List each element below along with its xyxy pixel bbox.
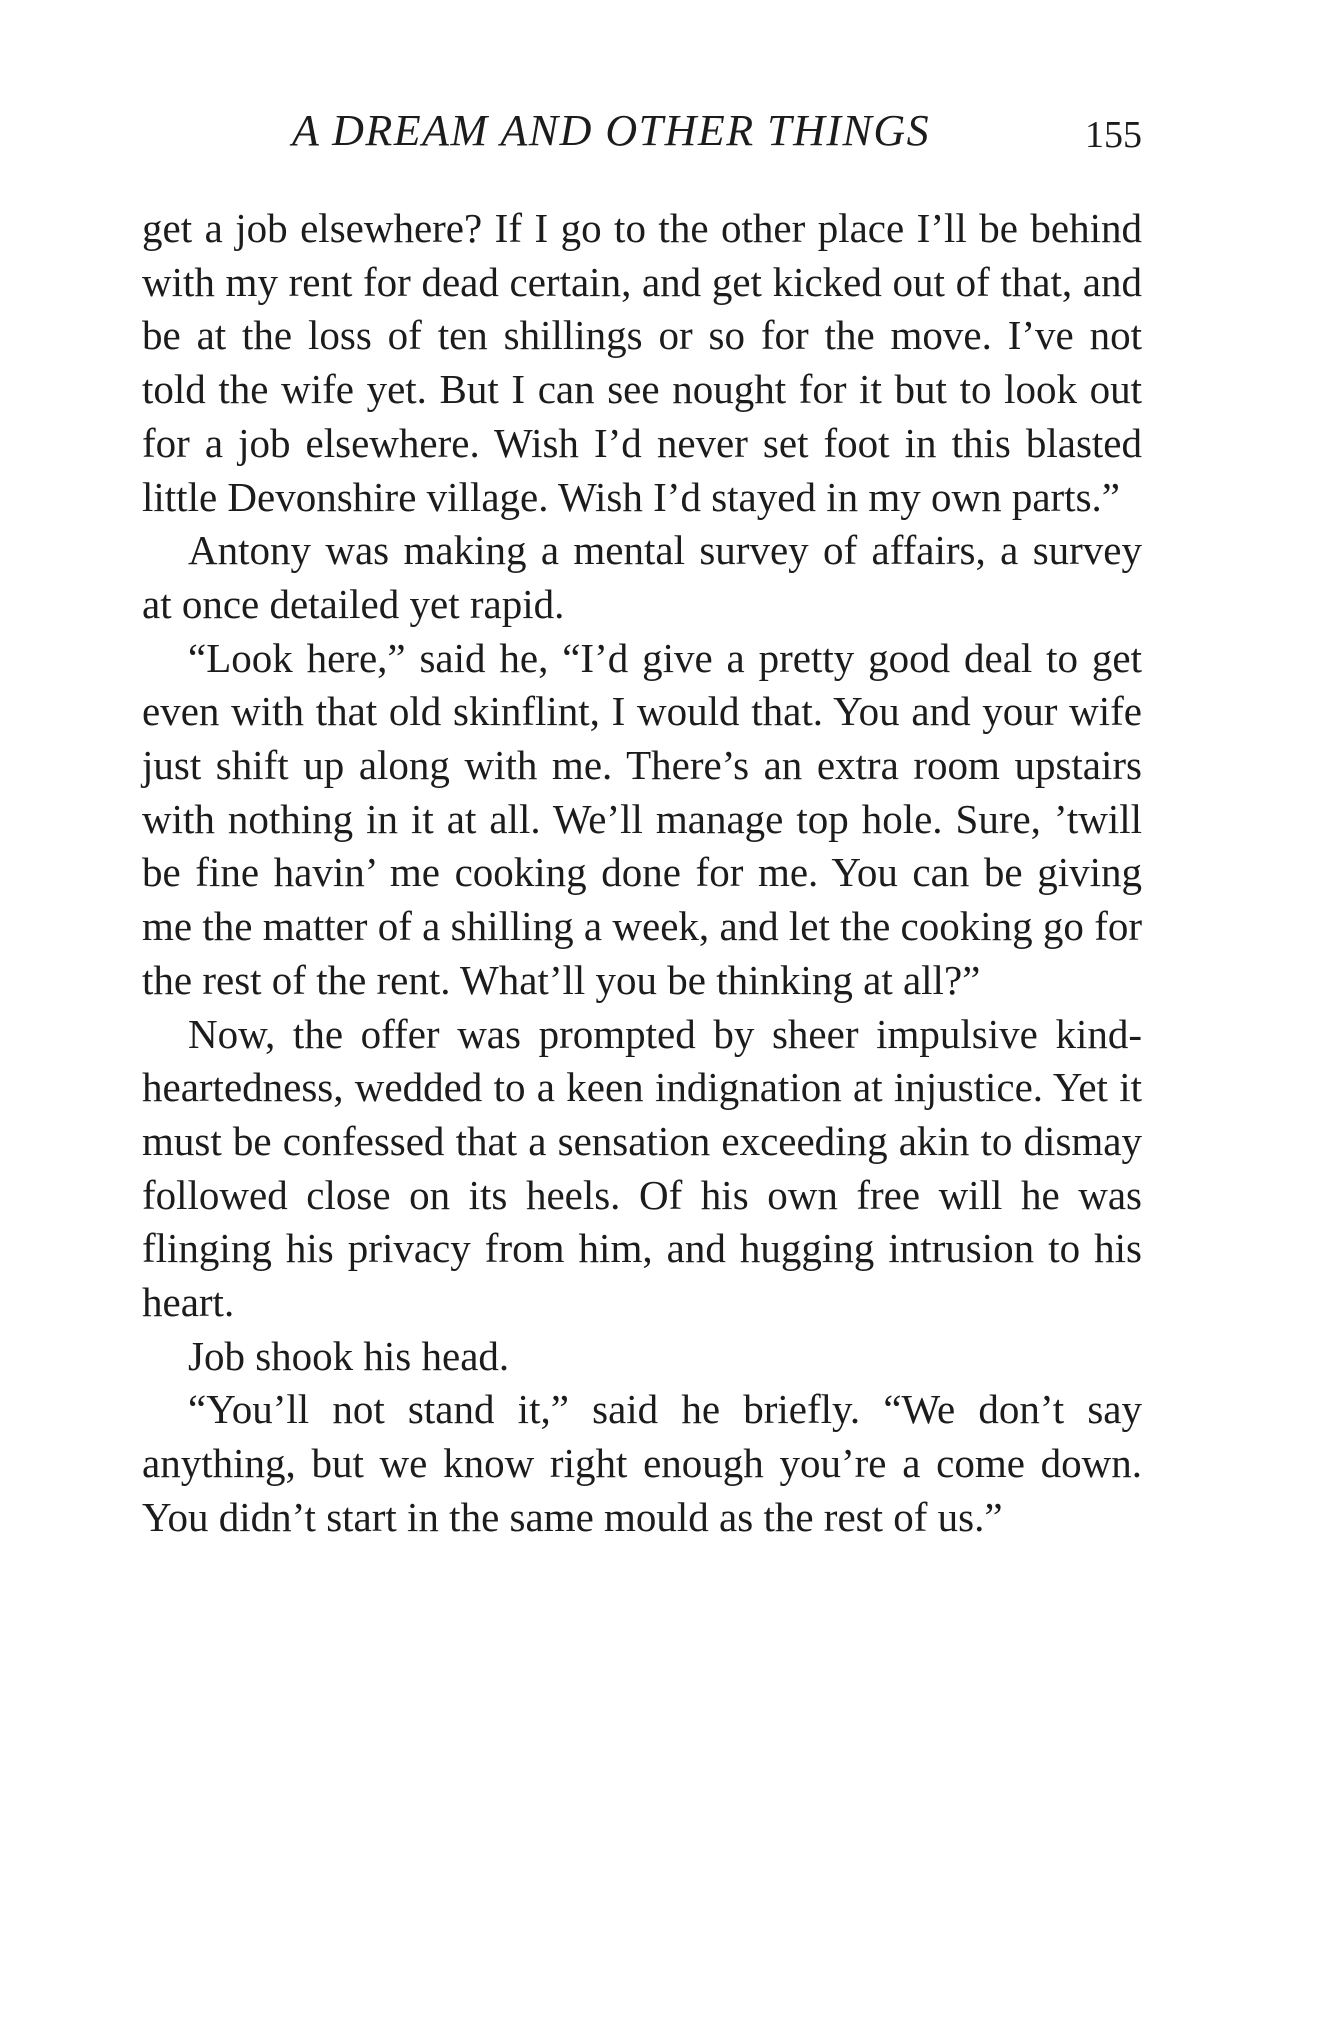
paragraph: Now, the offer was prompted by sheer impulsive kind-heartedness, wedded to a keen indignation at injustice. Yet it must be confessed that a sensation exceeding akin to dismay followed close on its heels. Of his own free will he was flinging his privacy from him, and hugging intrusion to his heart. [142,1010,1142,1326]
paragraph: Job shook his head. [188,1332,510,1379]
page-header [142,96,1142,166]
running-title: A DREAM AND OTHER THINGS [292,106,931,155]
paragraph: “Look here,” said he, “I’d give a pretty good deal to get even with that old skinflint, I would that. You and your wife just shift up along with me. There’s an extra room upstairs with nothing in it at all. We’ll manage top hole. Sure, ’twill be fine havin’ me cooking done for me. You can be giving me the matter of a shilling a week, and let the cooking go for the rest of the rent. What’ll you be thinking at all?” [142,634,1142,1003]
paragraph: Antony was making a mental survey of affairs, a survey at once detailed yet rapid. [142,527,1142,627]
page-number: 155 [1085,114,1142,156]
body-text [142,202,1142,1545]
paragraph-continued: get a job elsewhere? If I go to the other place I’ll be behind with my rent for dead certain, and get kicked out of that, and be at the loss of ten shillings or so for the move. I’ve not told the wife yet. But I can see nought for it but to look out for a job elsewhere. Wish I’d never set foot in this blasted little Devonshire village. Wish I’d stayed in my own parts.” [142,205,1142,520]
paragraph: “You’ll not stand it,” said he briefly. “We don’t say anything, but we know right enough you’re a come down. You didn’t start in the same mould as the rest of us.” [142,1386,1142,1540]
